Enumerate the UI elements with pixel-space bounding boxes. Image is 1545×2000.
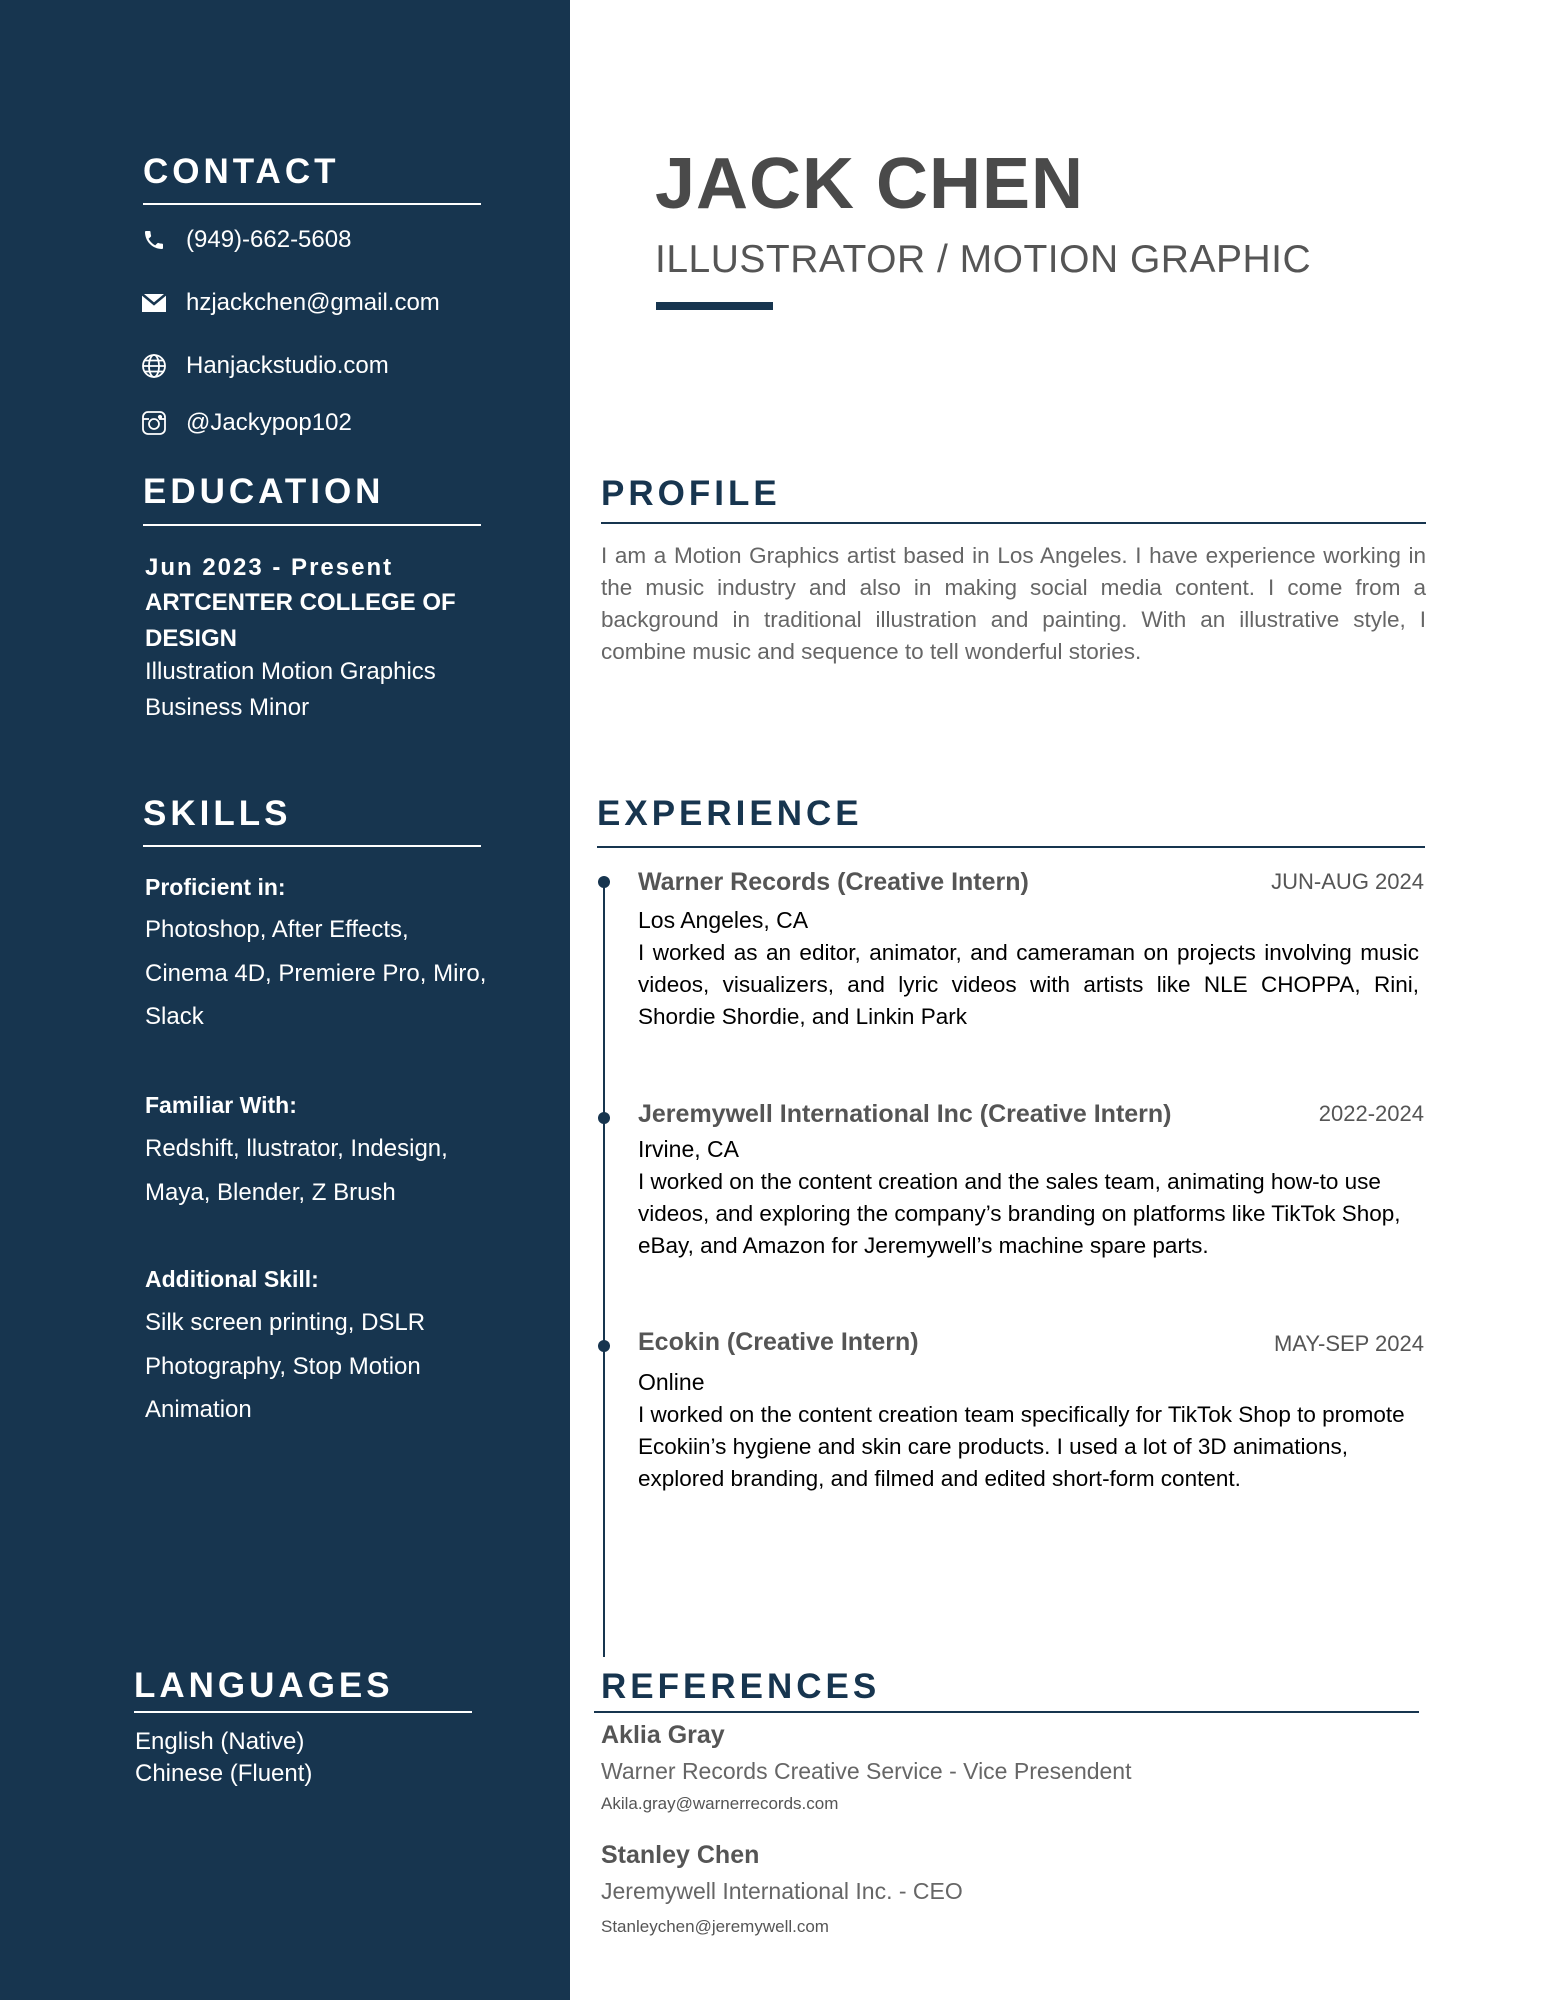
language-item: English (Native)	[135, 1728, 305, 1755]
language-item: Chinese (Fluent)	[135, 1760, 313, 1787]
skills-divider	[143, 845, 481, 847]
skill-group-title: Familiar With:	[145, 1092, 297, 1118]
candidate-role: ILLUSTRATOR / MOTION GRAPHIC	[655, 238, 1312, 281]
job-date: JUN-AUG 2024	[1271, 869, 1424, 894]
contact-instagram[interactable]	[140, 406, 352, 440]
languages-heading: LANGUAGES	[134, 1666, 394, 1705]
phone-icon	[140, 226, 168, 254]
education-divider	[143, 524, 481, 526]
profile-heading: PROFILE	[601, 474, 781, 513]
education-school-line2: DESIGN	[145, 625, 238, 652]
candidate-name: JACK CHEN	[655, 144, 1085, 224]
skill-group-title: Additional Skill:	[145, 1266, 319, 1292]
education-dates: Jun 2023 - Present	[145, 554, 394, 581]
languages-divider	[134, 1711, 472, 1713]
website-text: Hanjackstudio.com	[186, 352, 389, 379]
reference-email[interactable]: Stanleychen@jeremywell.com	[601, 1917, 829, 1936]
skill-group-items: Silk screen printing, DSLR Photography, Stop Motion Animation	[145, 1309, 426, 1423]
globe-icon	[140, 352, 168, 380]
job-description: I worked on the content creation team specifically for TikTok Shop to promote Ecokiin’s hygiene and skin care products. I used a lot of 3D animations, explored branding, and filmed and edited short-form content.	[638, 1402, 1405, 1491]
contact-divider	[143, 203, 481, 205]
sidebar	[0, 0, 570, 2000]
instagram-text: @Jackypop102	[186, 409, 352, 436]
job-location: Los Angeles, CA	[638, 907, 809, 933]
job-location: Online	[638, 1369, 705, 1395]
timeline-dot	[598, 1340, 610, 1352]
contact-email[interactable]	[140, 286, 440, 320]
job-date: 2022-2024	[1318, 1101, 1424, 1126]
reference-name: Stanley Chen	[601, 1841, 760, 1869]
job-description: I worked on the content creation and the sales team, animating how-to use videos, and exploring the company’s branding on platforms like TikTok Shop, eBay, and Amazon for Jeremywell’s machine spare parts.	[638, 1169, 1401, 1258]
job-description: I worked as an editor, animator, and cameraman on projects involving music videos, visualizers, and lyric videos with artists like NLE CHOPPA, Rini, Shordie Shordie, and Linkin Park	[638, 940, 1419, 1029]
skill-group-title: Proficient in:	[145, 874, 286, 900]
header-accent-bar	[656, 302, 773, 310]
education-program: Illustration Motion Graphics	[145, 658, 436, 685]
experience-heading: EXPERIENCE	[597, 794, 863, 833]
job-date: MAY-SEP 2024	[1273, 1331, 1424, 1356]
contact-website[interactable]	[140, 349, 389, 383]
job-title: Warner Records (Creative Intern)	[638, 868, 1029, 896]
references-divider	[594, 1711, 1419, 1713]
skill-group-items: Photoshop, After Effects, Cinema 4D, Premiere Pro, Miro, Slack	[145, 916, 487, 1030]
reference-email[interactable]: Akila.gray@warnerrecords.com	[601, 1794, 839, 1813]
profile-divider	[601, 522, 1426, 524]
education-minor: Business Minor	[145, 694, 310, 721]
job-location: Irvine, CA	[638, 1136, 739, 1162]
profile-text: I am a Motion Graphics artist based in Los Angeles. I have experience working in the music industry and also in making social media content. I come from a background in traditional illustration and painting. With an illustrative style, I combine music and sequence to tell wonderful stories.	[601, 543, 1426, 664]
reference-name: Aklia Gray	[601, 1721, 725, 1749]
timeline-dot	[598, 1112, 610, 1124]
instagram-icon	[140, 409, 168, 437]
education-school-line1: ARTCENTER COLLEGE OF	[145, 589, 456, 616]
skills-heading: SKILLS	[143, 794, 292, 833]
experience-divider	[597, 846, 1425, 848]
job-title: Jeremywell International Inc (Creative Intern)	[638, 1100, 1172, 1128]
timeline-dot	[598, 876, 610, 888]
contact-phone[interactable]	[140, 223, 351, 257]
skill-group-items: Redshift, llustrator, Indesign, Maya, Blender, Z Brush	[145, 1135, 448, 1206]
timeline-line	[603, 882, 605, 1657]
education-heading: EDUCATION	[143, 472, 385, 511]
job-title: Ecokin (Creative Intern)	[638, 1328, 919, 1356]
email-icon	[140, 289, 168, 317]
phone-text: (949)-662-5608	[186, 226, 352, 253]
contact-heading: CONTACT	[143, 152, 340, 191]
email-text: hzjackchen@gmail.com	[186, 289, 440, 316]
reference-role: Warner Records Creative Service - Vice Presendent	[601, 1758, 1132, 1784]
reference-role: Jeremywell International Inc. - CEO	[601, 1878, 963, 1904]
references-heading: REFERENCES	[601, 1667, 881, 1706]
